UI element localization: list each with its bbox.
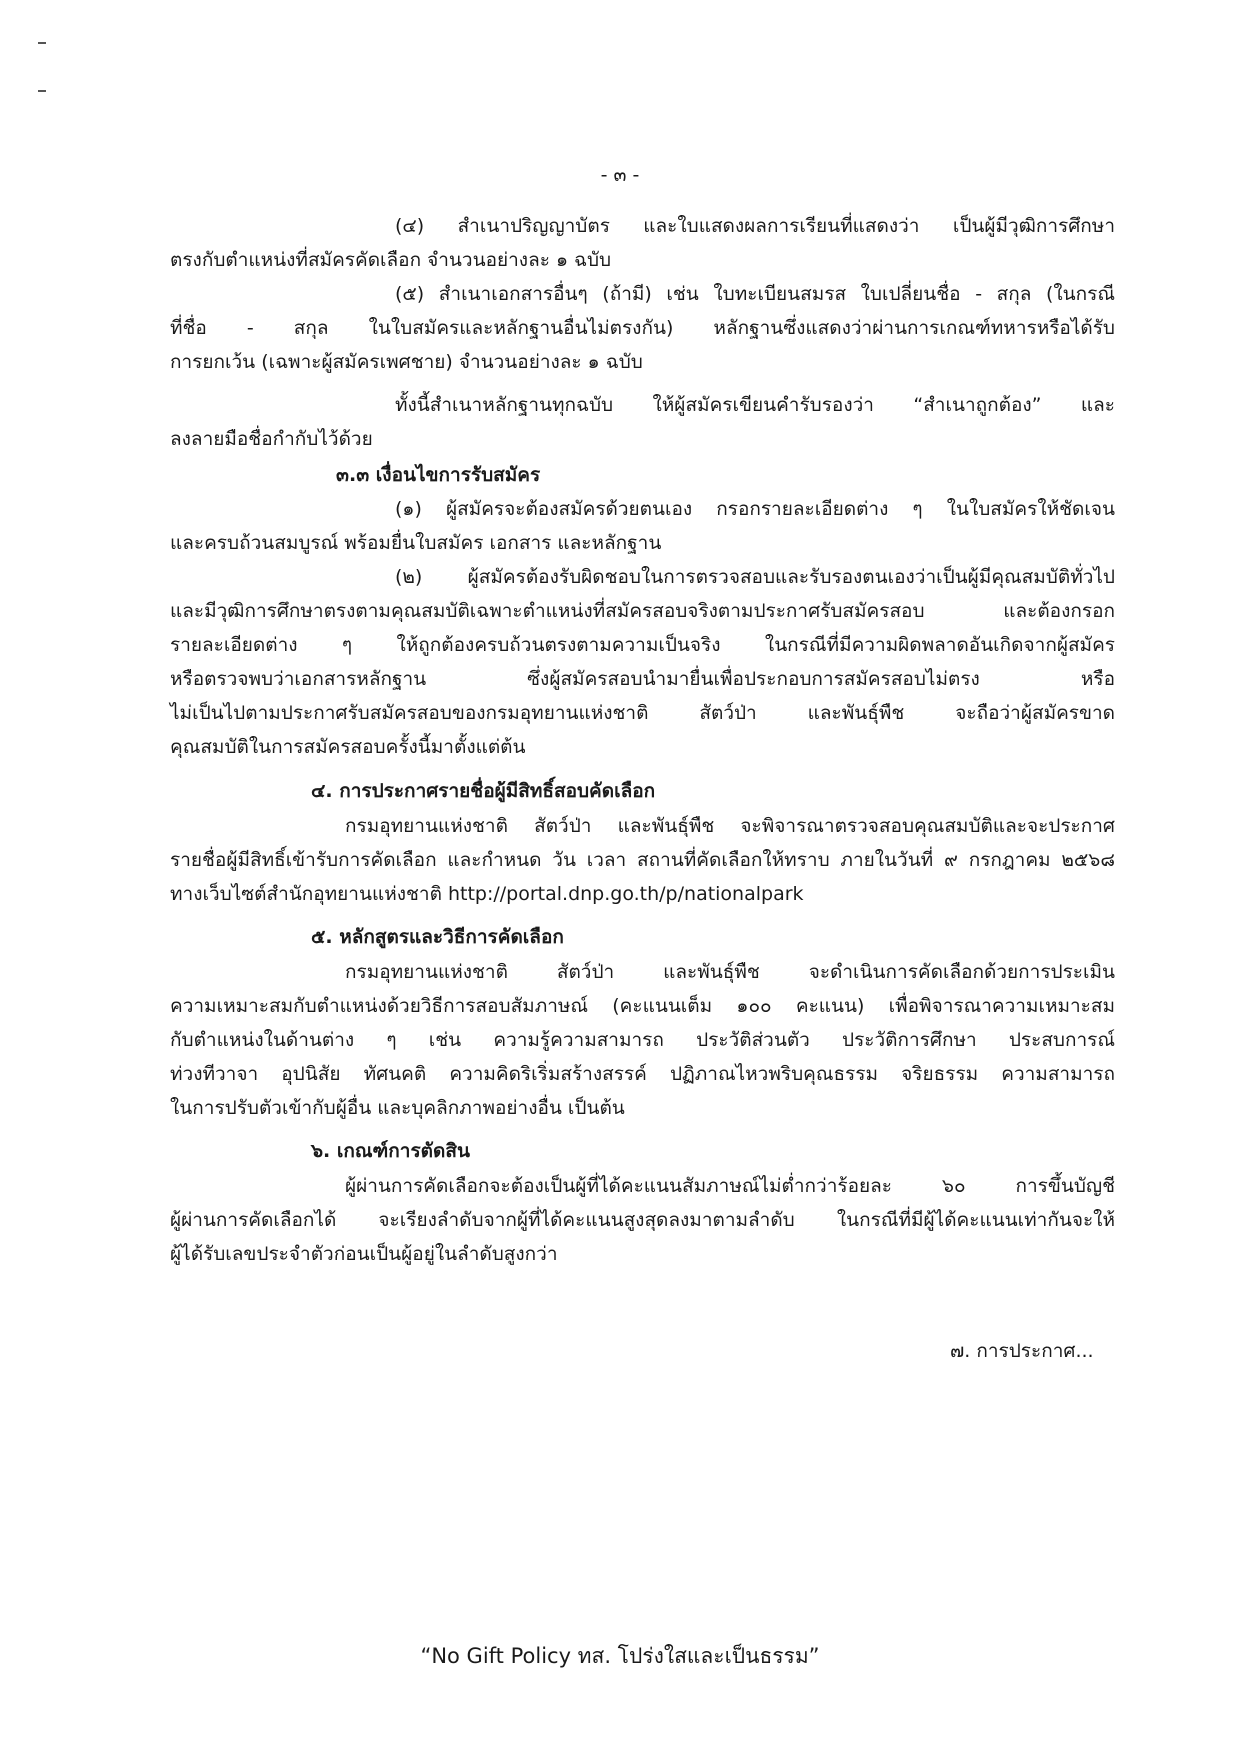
paragraph-line: กรมอุทยานแห่งชาติ สัตว์ป่า และพันธุ์พืช จะพิจารณาตรวจสอบคุณสมบัติและจะประกาศ xyxy=(345,815,1115,837)
paragraph-line: ผู้ผ่านการคัดเลือกได้ จะเรียงลำดับจากผู้ที่ได้คะแนนสูงสุดลงมาตามลำดับ ในกรณีที่มีผู้ได้คะแนนเท่ากันจะให้ xyxy=(170,1209,1115,1231)
paragraph-line: ในการปรับตัวเข้ากับผู้อื่น และบุคลิกภาพอย่างอื่น เป็นต้น xyxy=(170,1097,625,1119)
paragraph-line: กับตำแหน่งในด้านต่าง ๆ เช่น ความรู้ความสามารถ ประวัติส่วนตัว ประวัติการศึกษา ประสบการณ์ xyxy=(170,1029,1115,1051)
paragraph-line: กรมอุทยานแห่งชาติ สัตว์ป่า และพันธุ์พืช จะดำเนินการคัดเลือกด้วยการประเมิน xyxy=(345,961,1115,983)
paragraph-line: (๕) สำเนาเอกสารอื่นๆ (ถ้ามี) เช่น ใบทะเบียนสมรส ใบเปลี่ยนชื่อ - สกุล (ในกรณี xyxy=(395,283,1115,305)
paragraph-line: ลงลายมือชื่อกำกับไว้ด้วย xyxy=(170,428,373,450)
continuation-text: ๗. การประกาศ... xyxy=(950,1340,1094,1362)
paragraph-line: ทั้งนี้สำเนาหลักฐานทุกฉบับ ให้ผู้สมัครเขียนคำรับรองว่า “สำเนาถูกต้อง” และ xyxy=(395,394,1115,416)
paragraph-line: ไม่เป็นไปตามประกาศรับสมัครสอบของกรมอุทยานแห่งชาติ สัตว์ป่า และพันธุ์พืช จะถือว่าผู้สมัครขาด xyxy=(170,702,1115,724)
paragraph-line: ทางเว็บไซต์สำนักอุทยานแห่งชาติ http://portal.dnp.go.th/p/nationalpark xyxy=(170,883,804,905)
paragraph-line: ท่วงทีวาจา อุปนิสัย ทัศนคติ ความคิดริเริ่มสร้างสรรค์ ปฏิภาณไหวพริบคุณธรรม จริยธรรม ความสามารถ xyxy=(170,1063,1115,1085)
paragraph-line: ตรงกับตำแหน่งที่สมัครคัดเลือก จำนวนอย่างละ ๑ ฉบับ xyxy=(170,249,612,271)
paragraph-line: และมีวุฒิการศึกษาตรงตามคุณสมบัติเฉพาะตำแหน่งที่สมัครสอบจริงตามประกาศรับสมัครสอบ และต้องกรอก xyxy=(170,600,1115,622)
paragraph-line: รายละเอียดต่าง ๆ ให้ถูกต้องครบถ้วนตรงตามความเป็นจริง ในกรณีที่มีความผิดพลาดอันเกิดจากผู้สมัคร xyxy=(170,634,1115,656)
paragraph-line: การยกเว้น (เฉพาะผู้สมัครเพศชาย) จำนวนอย่างละ ๑ ฉบับ xyxy=(170,351,643,373)
section-heading: ๓.๓ เงื่อนไขการรับสมัคร xyxy=(336,464,541,486)
paragraph-line: ที่ชื่อ - สกุล ในใบสมัครและหลักฐานอื่นไม่ตรงกัน) หลักฐานซึ่งแสดงว่าผ่านการเกณฑ์ทหารหรือได้รับ xyxy=(170,317,1115,339)
paragraph-line: (๔) สำเนาปริญญาบัตร และใบแสดงผลการเรียนที่แสดงว่า เป็นผู้มีวุฒิการศึกษา xyxy=(395,215,1115,237)
paragraph-line: ความเหมาะสมกับตำแหน่งด้วยวิธีการสอบสัมภาษณ์ (คะแนนเต็ม ๑๐๐ คะแนน) เพื่อพิจารณาความเหมาะสม xyxy=(170,995,1115,1017)
paragraph-line: หรือตรวจพบว่าเอกสารหลักฐาน ซึ่งผู้สมัครสอบนำมายื่นเพื่อประกอบการสมัครสอบไม่ตรง หรือ xyxy=(170,668,1115,690)
paragraph-line: คุณสมบัติในการสมัครสอบครั้งนี้มาตั้งแต่ต้น xyxy=(170,736,526,758)
section-heading: ๔. การประกาศรายชื่อผู้มีสิทธิ์สอบคัดเลือก xyxy=(311,780,656,802)
paragraph-line: (๒) ผู้สมัครต้องรับผิดชอบในการตรวจสอบและรับรองตนเองว่าเป็นผู้มีคุณสมบัติทั่วไป xyxy=(395,566,1115,588)
paragraph-line: และครบถ้วนสมบูรณ์ พร้อมยื่นใบสมัคร เอกสาร และหลักฐาน xyxy=(170,532,662,554)
paragraph-line: ผู้ผ่านการคัดเลือกจะต้องเป็นผู้ที่ได้คะแนนสัมภาษณ์ไม่ต่ำกว่าร้อยละ ๖๐ การขึ้นบัญชี xyxy=(345,1175,1115,1197)
section-heading: ๖. เกณฑ์การตัดสิน xyxy=(311,1140,470,1162)
paragraph-line: ผู้ได้รับเลขประจำตัวก่อนเป็นผู้อยู่ในลำดับสูงกว่า xyxy=(170,1243,558,1265)
section-heading: ๕. หลักสูตรและวิธีการคัดเลือก xyxy=(311,926,564,948)
footer-slogan: “No Gift Policy ทส. โปร่งใสและเป็นธรรม” xyxy=(420,1644,820,1668)
scan-mark xyxy=(38,42,46,44)
page-number: - ๓ - xyxy=(600,164,640,186)
paragraph-line: รายชื่อผู้มีสิทธิ์เข้ารับการคัดเลือก และกำหนด วัน เวลา สถานที่คัดเลือกให้ทราบ ภายในวันที่ ๙ กรกฎาคม ๒๕๖๘ xyxy=(170,849,1115,871)
scan-mark xyxy=(38,90,46,92)
paragraph-line: (๑) ผู้สมัครจะต้องสมัครด้วยตนเอง กรอกรายละเอียดต่าง ๆ ในใบสมัครให้ชัดเจน xyxy=(395,498,1115,520)
